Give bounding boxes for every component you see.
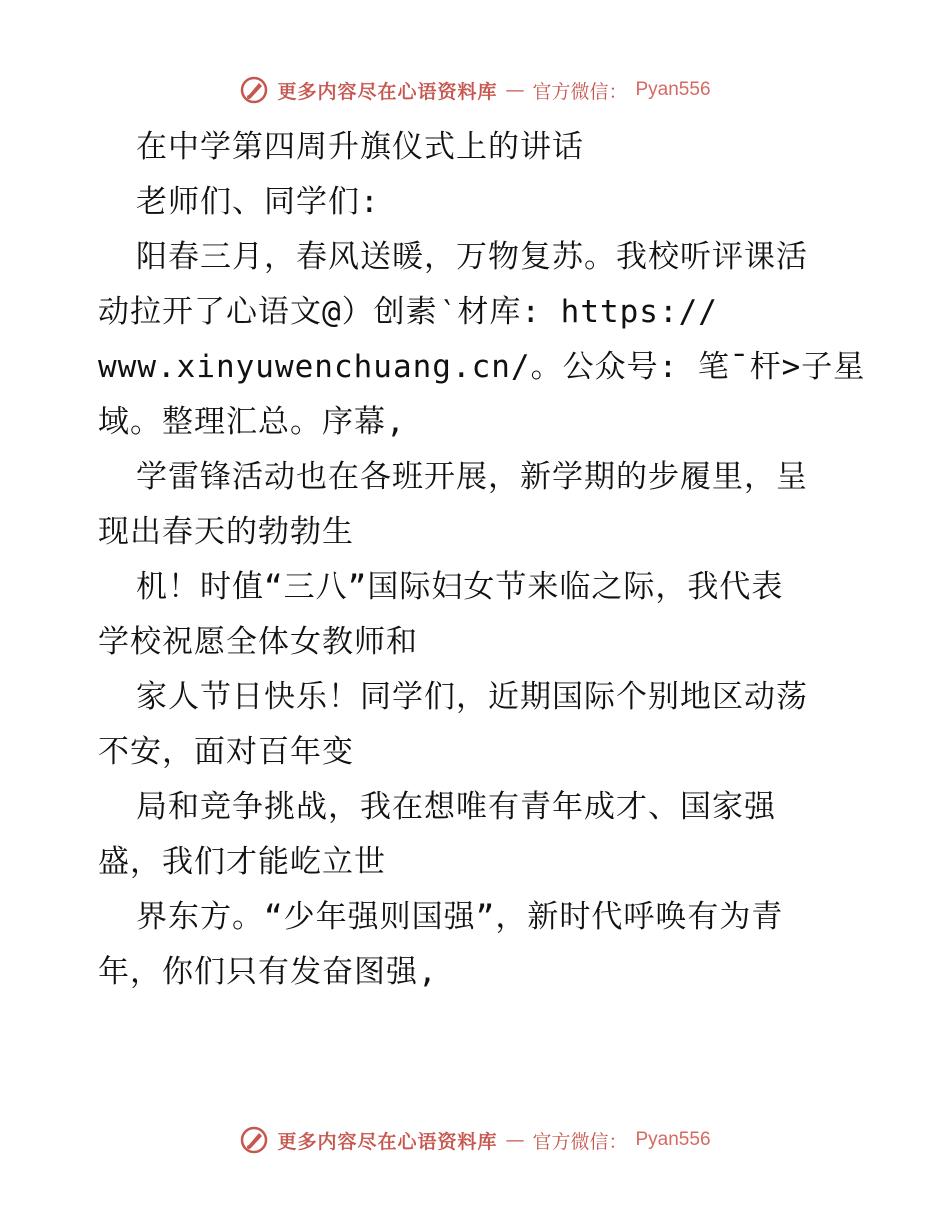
- document-line: 盛，我们才能屹立世: [98, 844, 386, 880]
- document-line: 局和竞争挑战，我在想唯有青年成才、国家强: [136, 789, 776, 825]
- document-line: 家人节日快乐！同学们，近期国际个别地区动荡: [136, 679, 808, 715]
- document-line: 动拉开了心语文@）创素‵材库: https://: [98, 294, 718, 330]
- banner-wechat-label: 官方微信：: [532, 1130, 628, 1153]
- document-line: 不安，面对百年变: [98, 734, 354, 770]
- header-banner: [0, 70, 950, 110]
- document-line: 老师们、同学们:: [136, 184, 380, 220]
- document-line: 机！时值“三八”国际妇女节来临之际，我代表: [136, 569, 784, 605]
- banner-brand: 更多内容尽在心语资料库: [277, 80, 498, 103]
- banner-wechat-label: 官方微信：: [532, 80, 628, 103]
- document-line: 阳春三月，春风送暖，万物复苏。我校听评课活: [136, 239, 808, 275]
- document-line: 域。整理汇总。序幕,: [98, 404, 406, 440]
- document-title: 在中学第四周升旗仪式上的讲话: [136, 129, 584, 165]
- logo-icon: [239, 1125, 269, 1155]
- footer-banner: [0, 1120, 950, 1160]
- document-line: 现出春天的勃勃生: [98, 514, 354, 550]
- document-line: 年，你们只有发奋图强,: [98, 954, 438, 990]
- banner-brand: 更多内容尽在心语资料库: [277, 1130, 498, 1153]
- banner-wechat-id: Pyan556: [635, 79, 711, 100]
- banner-wechat-id: Pyan556: [635, 1129, 711, 1150]
- logo-icon: [239, 75, 269, 105]
- document-line: 界东方。“少年强则国强”，新时代呼唤有为青: [136, 899, 784, 935]
- banner-dash: —: [505, 1129, 525, 1151]
- document-line: 学雷锋活动也在各班开展，新学期的步履里，呈: [136, 459, 808, 495]
- document-line: 学校祝愿全体女教师和: [98, 624, 418, 660]
- banner-dash: —: [505, 79, 525, 101]
- document-body: [98, 120, 866, 1000]
- document-line: www.xinyuwenchuang.cn/。公众号: 笔¯杆>子星: [98, 349, 866, 385]
